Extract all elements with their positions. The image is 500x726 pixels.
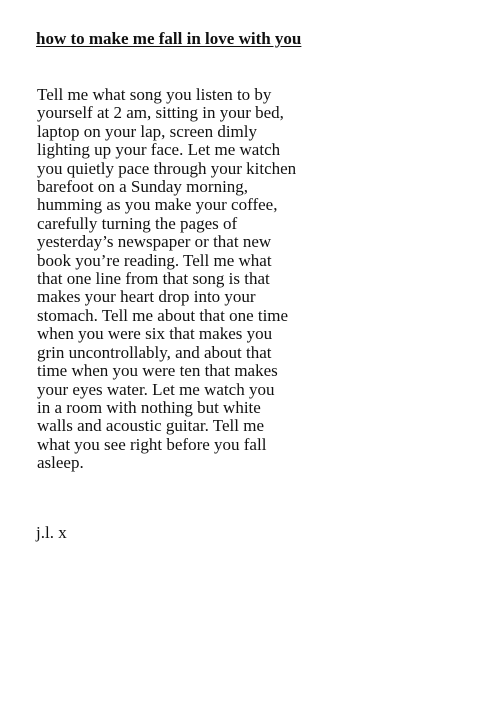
poem-line: walls and acoustic guitar. Tell me (37, 416, 264, 436)
poem-line: your eyes water. Let me watch you (37, 379, 275, 399)
document-title: how to make me fall in love with you (36, 29, 302, 48)
poem-line: laptop on your lap, screen dimly (37, 121, 258, 141)
signature: j.l. x (36, 523, 67, 542)
poem-line: in a room with nothing but white (37, 397, 261, 417)
poem-line: carefully turning the pages of (37, 213, 238, 233)
poem-line: yourself at 2 am, sitting in your bed, (37, 103, 284, 123)
poem-line: you quietly pace through your kitchen (37, 158, 297, 178)
poem-line: that one line from that song is that (37, 269, 270, 289)
poem-line: yesterday’s newspaper or that new (37, 232, 272, 252)
poem-line: asleep. (37, 453, 84, 473)
poem-line: time when you were ten that makes (37, 361, 278, 381)
poem-line: grin uncontrollably, and about that (37, 342, 272, 362)
poem-line: barefoot on a Sunday morning, (37, 177, 249, 197)
poem-line: when you were six that makes you (37, 324, 273, 344)
poem-line: Tell me what song you listen to by (37, 85, 272, 104)
poem-line: what you see right before you fall (37, 434, 267, 454)
poem-body (37, 85, 297, 473)
poem-line: lighting up your face. Let me watch (37, 140, 281, 160)
poem-line: makes your heart drop into your (37, 287, 256, 307)
poem-line: book you’re reading. Tell me what (37, 250, 272, 270)
poem-line: stomach. Tell me about that one time (37, 305, 289, 325)
poem-line: humming as you make your coffee, (37, 195, 278, 215)
